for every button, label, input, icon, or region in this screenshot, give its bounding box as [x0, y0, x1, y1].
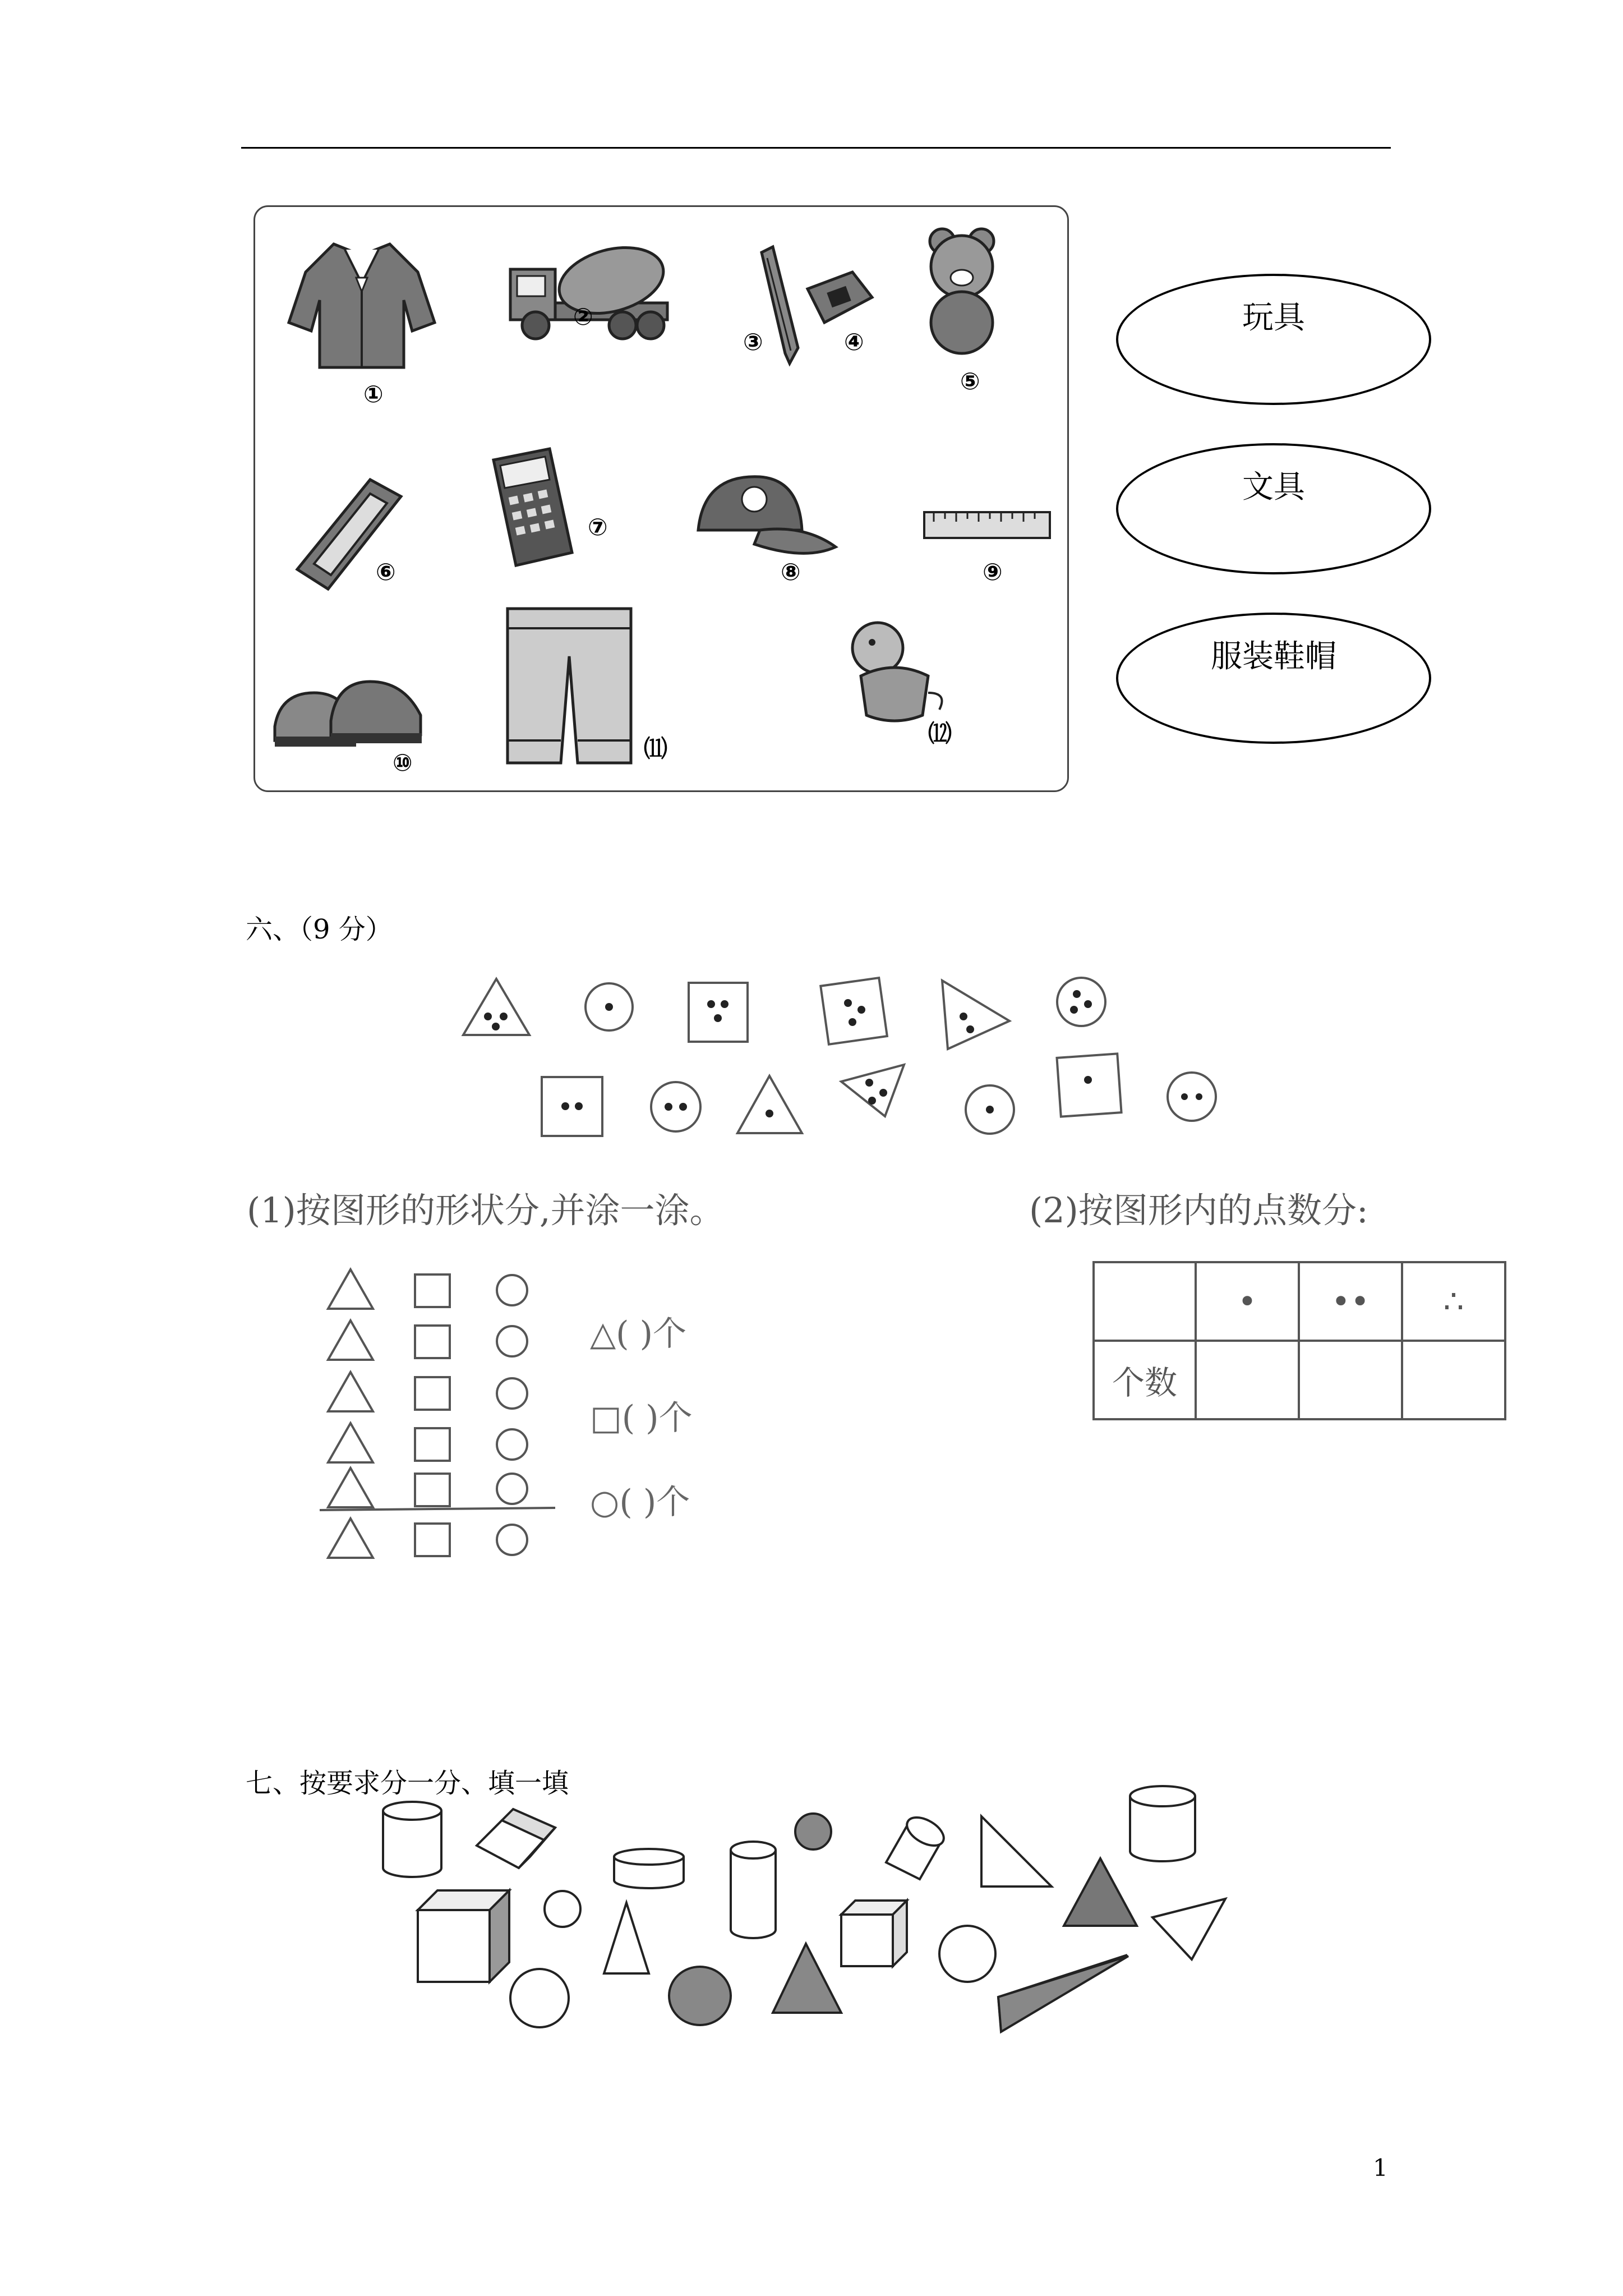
item-number-11: ⑾ — [644, 735, 668, 762]
right-triangle — [981, 1816, 1052, 1887]
table-header-1-dot: • — [1196, 1262, 1299, 1341]
page-number: 1 — [1373, 2154, 1388, 2182]
item-number-6: ⑥ — [376, 558, 396, 586]
section6-question-2: (2)按图形内的点数分: — [1029, 1190, 1368, 1231]
item-number-7: ⑦ — [588, 513, 608, 541]
tall-triangle — [604, 1903, 649, 1973]
small-cube — [841, 1915, 893, 1966]
table-header-2-dots: •• — [1299, 1262, 1402, 1341]
small-circle — [545, 1891, 580, 1927]
item-number-3: ③ — [743, 328, 763, 356]
category-clothing-label: 服装鞋帽 — [1211, 638, 1336, 675]
item-number-8: ⑧ — [781, 558, 801, 586]
big-cube — [418, 1910, 490, 1982]
section6-question-1: (1)按图形的形状分,并涂一涂。 — [247, 1190, 725, 1231]
item-number-12: ⑿ — [928, 720, 952, 747]
gray-ellipse — [669, 1967, 731, 2025]
item-number-9: ⑨ — [983, 558, 1003, 586]
section7-title: 七、按要求分一分、填一填 — [246, 1768, 569, 1799]
item-number-1: ① — [363, 380, 384, 408]
item-number-2: ② — [573, 303, 593, 330]
item-number-4: ④ — [844, 328, 864, 356]
inverted-triangle — [1152, 1899, 1225, 1959]
item-number-10: ⑩ — [393, 749, 413, 776]
triangle-count[interactable]: △( )个 — [590, 1314, 687, 1354]
square-count[interactable]: □( )个 — [590, 1398, 693, 1438]
table-row-label: 个数 — [1094, 1341, 1196, 1419]
tall-cylinder — [731, 1850, 776, 1938]
section6-title: 六、（9 分） — [246, 914, 393, 945]
small-gray-circle — [795, 1814, 831, 1849]
category-stationery-label: 文具 — [1242, 469, 1305, 505]
large-circle — [510, 1969, 569, 2027]
table-header-3-dots: ∴ — [1402, 1262, 1505, 1341]
gray-triangle-2 — [773, 1944, 841, 2013]
circle-count[interactable]: ○( )个 — [590, 1483, 690, 1522]
category-toys-label: 玩具 — [1242, 300, 1305, 336]
medium-circle — [939, 1926, 995, 1982]
gray-triangle-1 — [1064, 1858, 1137, 1926]
item-number-5: ⑤ — [960, 367, 980, 395]
